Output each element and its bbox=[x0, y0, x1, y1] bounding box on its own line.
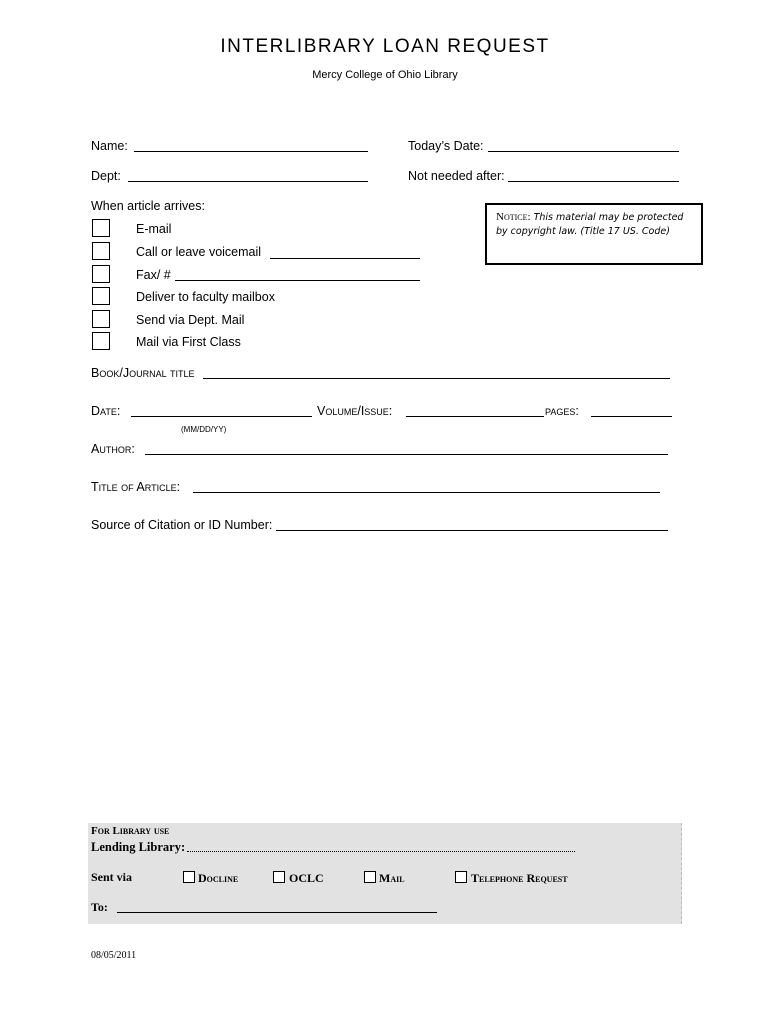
author-field[interactable] bbox=[145, 454, 668, 455]
mail-checkbox[interactable] bbox=[364, 871, 376, 883]
voicemail-checkbox[interactable] bbox=[92, 242, 110, 260]
copyright-notice bbox=[485, 203, 703, 265]
library-use-heading: For Library use bbox=[91, 825, 170, 837]
fax-option-label: Fax/ # bbox=[136, 268, 171, 282]
not-needed-after-field[interactable] bbox=[508, 181, 679, 182]
not-needed-after-label: Not needed after: bbox=[408, 169, 505, 183]
dept-field[interactable] bbox=[128, 181, 368, 182]
docline-checkbox[interactable] bbox=[183, 871, 195, 883]
email-checkbox[interactable] bbox=[92, 219, 110, 237]
email-option-label: E-mail bbox=[136, 222, 172, 236]
fax-checkbox[interactable] bbox=[92, 265, 110, 283]
date-format-hint: (MM/DD/YY) bbox=[181, 425, 227, 434]
first-class-checkbox[interactable] bbox=[92, 332, 110, 350]
dept-mail-option-label: Send via Dept. Mail bbox=[136, 313, 245, 327]
author-label: Author: bbox=[91, 442, 135, 456]
source-citation-field[interactable] bbox=[276, 530, 668, 531]
faculty-mailbox-checkbox[interactable] bbox=[92, 287, 110, 305]
delivery-heading: When article arrives: bbox=[91, 199, 205, 213]
to-field[interactable] bbox=[117, 912, 437, 913]
article-title-field[interactable] bbox=[193, 492, 660, 493]
dept-mail-checkbox[interactable] bbox=[92, 310, 110, 328]
notice-text: This material may be protected by copyright law. (Title 17 US. Code) bbox=[496, 212, 684, 237]
mail-option-label: Mail bbox=[379, 871, 405, 885]
voicemail-number-field[interactable] bbox=[270, 258, 420, 259]
faculty-mailbox-option-label: Deliver to faculty mailbox bbox=[136, 290, 275, 304]
to-label: To: bbox=[91, 900, 108, 914]
pages-field[interactable] bbox=[591, 416, 672, 417]
oclc-checkbox[interactable] bbox=[273, 871, 285, 883]
page-title: INTERLIBRARY LOAN REQUEST bbox=[220, 36, 550, 57]
telephone-request-checkbox[interactable] bbox=[455, 871, 467, 883]
volume-issue-label: Volume/Issue: bbox=[317, 404, 393, 418]
date-label: Date: bbox=[91, 404, 121, 418]
voicemail-option-label: Call or leave voicemail bbox=[136, 245, 262, 259]
article-title-label: Title of Article: bbox=[91, 480, 181, 494]
pages-label: pages: bbox=[545, 404, 579, 418]
dept-label: Dept: bbox=[91, 169, 121, 183]
name-label: Name: bbox=[91, 139, 128, 153]
book-journal-title-field[interactable] bbox=[203, 378, 670, 379]
todays-date-label: Today’s Date: bbox=[408, 139, 484, 153]
oclc-option-label: OCLC bbox=[289, 871, 324, 885]
sent-via-label: Sent via bbox=[91, 870, 133, 884]
volume-issue-field[interactable] bbox=[406, 416, 544, 417]
form-revision-date: 08/05/2011 bbox=[91, 950, 137, 961]
telephone-request-option-label: Telephone Request bbox=[471, 871, 568, 885]
name-field[interactable] bbox=[134, 151, 368, 152]
book-journal-title-label: Book/Journal title bbox=[91, 366, 195, 380]
page-subtitle: Mercy College of Ohio Library bbox=[312, 69, 458, 81]
date-field[interactable] bbox=[131, 416, 312, 417]
lending-library-label: Lending Library: bbox=[91, 840, 186, 854]
first-class-option-label: Mail via First Class bbox=[136, 335, 241, 349]
notice-heading: Notice: bbox=[496, 211, 531, 223]
docline-option-label: Docline bbox=[198, 871, 239, 885]
todays-date-field[interactable] bbox=[488, 151, 679, 152]
source-citation-label: Source of Citation or ID Number: bbox=[91, 518, 273, 532]
lending-library-field[interactable] bbox=[187, 851, 575, 852]
fax-number-field[interactable] bbox=[175, 280, 420, 281]
